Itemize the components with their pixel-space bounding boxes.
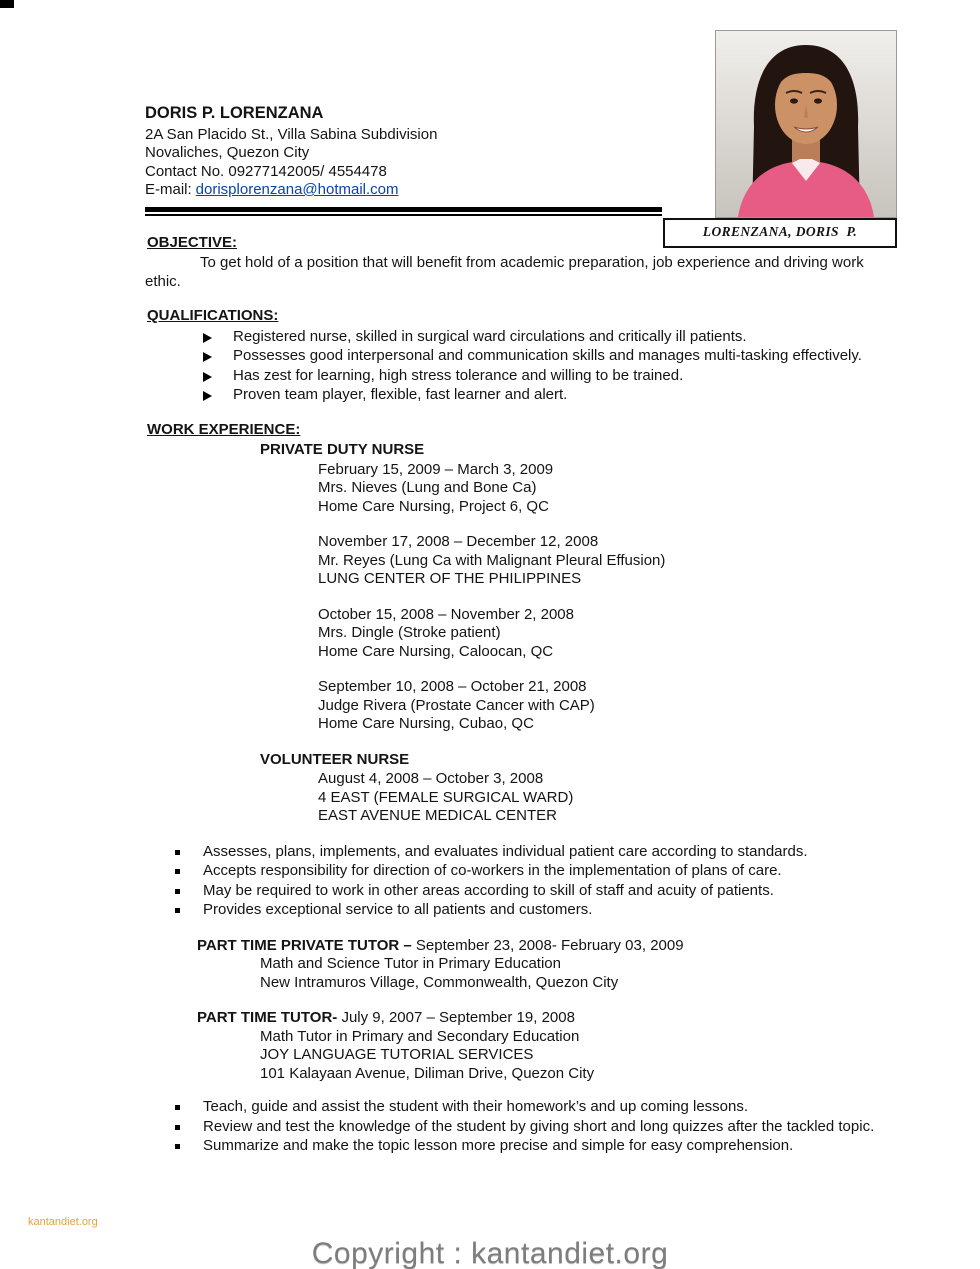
square-bullet-icon xyxy=(175,1144,180,1149)
entry-patient: Mrs. Nieves (Lung and Bone Ca) xyxy=(318,479,537,496)
square-bullet-icon xyxy=(175,1105,180,1110)
duty-item xyxy=(145,862,885,881)
qualification-item xyxy=(145,328,885,347)
entry-dates: November 17, 2008 – December 12, 2008 xyxy=(318,533,599,550)
objective-heading: OBJECTIVE: xyxy=(147,233,238,251)
address-line-2: Novaliches, Quezon City xyxy=(145,144,310,161)
entry-patient: Mr. Reyes (Lung Ca with Malignant Pleural Effusion) xyxy=(318,551,666,569)
nurse-duties-list xyxy=(145,843,885,920)
qualification-text: Possesses good interpersonal and communication skills and manages multi-tasking effectively. xyxy=(233,347,862,364)
divider-thin-line xyxy=(145,214,662,216)
photo-caption: LORENZANA, DORIS P. xyxy=(663,218,897,248)
duty-item xyxy=(145,882,885,901)
email-label: E-mail: xyxy=(145,181,192,198)
entry-location: EAST AVENUE MEDICAL CENTER xyxy=(318,807,557,824)
arrow-bullet-icon xyxy=(203,333,212,343)
work-entry xyxy=(318,606,885,662)
tutor-role-dates: September 23, 2008- February 03, 2009 xyxy=(411,936,684,954)
tutor-role-title: PART TIME TUTOR- xyxy=(197,1009,338,1026)
address-line-1: 2A San Placido St., Villa Sabina Subdivision xyxy=(145,125,438,143)
duty-item xyxy=(145,1137,885,1156)
tutor-role xyxy=(145,937,885,993)
entry-dates: October 15, 2008 – November 2, 2008 xyxy=(318,605,574,623)
duty-item xyxy=(145,901,885,920)
divider-thick-line xyxy=(145,207,662,212)
tutor-detail-line: 101 Kalayaan Avenue, Diliman Drive, Quezon City xyxy=(260,1064,595,1082)
entry-location: Home Care Nursing, Cubao, QC xyxy=(318,715,534,732)
portrait-photo xyxy=(715,30,897,218)
duty-text: Assesses, plans, implements, and evaluates individual patient care according to standards. xyxy=(203,842,808,860)
qualification-text: Proven team player, flexible, fast learner and alert. xyxy=(233,386,568,403)
duty-item xyxy=(145,1098,885,1117)
work-entry xyxy=(318,461,885,517)
tutor-detail-line: JOY LANGUAGE TUTORIAL SERVICES xyxy=(260,1046,534,1063)
duty-text: Teach, guide and assist the student with their homework’s and up coming lessons. xyxy=(203,1098,749,1115)
arrow-bullet-icon xyxy=(203,372,212,382)
work-experience-section xyxy=(145,421,885,1156)
entry-dates: February 15, 2009 – March 3, 2009 xyxy=(318,460,554,478)
photo-section xyxy=(663,30,897,248)
square-bullet-icon xyxy=(175,908,180,913)
duty-text: Provides exceptional service to all patients and customers. xyxy=(203,901,593,918)
entry-location: Home Care Nursing, Project 6, QC xyxy=(318,497,549,515)
square-bullet-icon xyxy=(175,1125,180,1130)
tutor-detail-line: Math and Science Tutor in Primary Education xyxy=(260,955,561,972)
tutor-role-title: PART TIME PRIVATE TUTOR – xyxy=(197,936,412,954)
contact-line: Contact No. 09277142005/ 4554478 xyxy=(145,162,387,180)
candidate-name: DORIS P. LORENZANA xyxy=(145,104,324,122)
entry-location: LUNG CENTER OF THE PHILIPPINES xyxy=(318,570,582,587)
qualification-item xyxy=(145,367,885,386)
portrait-illustration xyxy=(716,31,896,217)
entry-patient: Mrs. Dingle (Stroke patient) xyxy=(318,624,501,641)
entry-dates: September 10, 2008 – October 21, 2008 xyxy=(318,678,587,695)
arrow-bullet-icon xyxy=(203,391,212,401)
qualification-text: Has zest for learning, high stress tolerance and willing to be trained. xyxy=(233,366,684,384)
entry-dates: August 4, 2008 – October 3, 2008 xyxy=(318,770,544,787)
qualifications-heading: QUALIFICATIONS: xyxy=(147,307,279,324)
qualification-item xyxy=(145,386,885,405)
role-title-volunteer-nurse: VOLUNTEER NURSE xyxy=(260,750,410,768)
header-divider xyxy=(145,207,662,216)
duty-text: Review and test the knowledge of the student by giving short and long quizzes after the tackled topic. xyxy=(203,1117,875,1135)
square-bullet-icon xyxy=(175,869,180,874)
square-bullet-icon xyxy=(175,850,180,855)
tutor-detail-line: New Intramuros Village, Commonwealth, Quezon City xyxy=(260,973,619,991)
duty-item xyxy=(145,1118,885,1137)
work-experience-heading: WORK EXPERIENCE: xyxy=(147,420,301,438)
duty-text: May be required to work in other areas according to skill of staff and acuity of patients. xyxy=(203,881,774,899)
role-title-private-duty-nurse: PRIVATE DUTY NURSE xyxy=(260,441,425,458)
duty-item xyxy=(145,843,885,862)
footer-watermark: Copyright : kantandiet.org xyxy=(311,1236,669,1269)
email-link[interactable]: dorisplorenzana@hotmail.com xyxy=(195,181,399,198)
duty-text: Summarize and make the topic lesson more precise and simple for easy comprehension. xyxy=(203,1137,794,1154)
work-entry xyxy=(318,678,885,734)
work-entry xyxy=(318,770,885,826)
corner-watermark: kantandiet.org xyxy=(28,1215,98,1228)
objective-text: To get hold of a position that will benefit from academic preparation, job experience and driving work ethic. xyxy=(145,254,864,290)
qualification-item xyxy=(145,347,885,366)
square-bullet-icon xyxy=(175,889,180,894)
tutor-role xyxy=(145,1009,885,1083)
tutor-role-dates: July 9, 2007 – September 19, 2008 xyxy=(337,1009,575,1026)
resume-body xyxy=(145,234,885,1156)
tutor-detail-line: Math Tutor in Primary and Secondary Education xyxy=(260,1027,580,1045)
qualification-text: Registered nurse, skilled in surgical ward circulations and critically ill patients. xyxy=(233,327,747,345)
qualifications-section xyxy=(145,307,885,405)
scan-artifact-mark xyxy=(0,0,14,8)
work-entry xyxy=(318,533,885,589)
duty-text: Accepts responsibility for direction of co-workers in the implementation of plans of care. xyxy=(203,862,782,879)
arrow-bullet-icon xyxy=(203,352,212,362)
entry-ward: 4 EAST (FEMALE SURGICAL WARD) xyxy=(318,788,574,806)
entry-location: Home Care Nursing, Caloocan, QC xyxy=(318,642,554,660)
entry-patient: Judge Rivera (Prostate Cancer with CAP) xyxy=(318,696,595,714)
tutor-duties-list xyxy=(145,1098,885,1156)
